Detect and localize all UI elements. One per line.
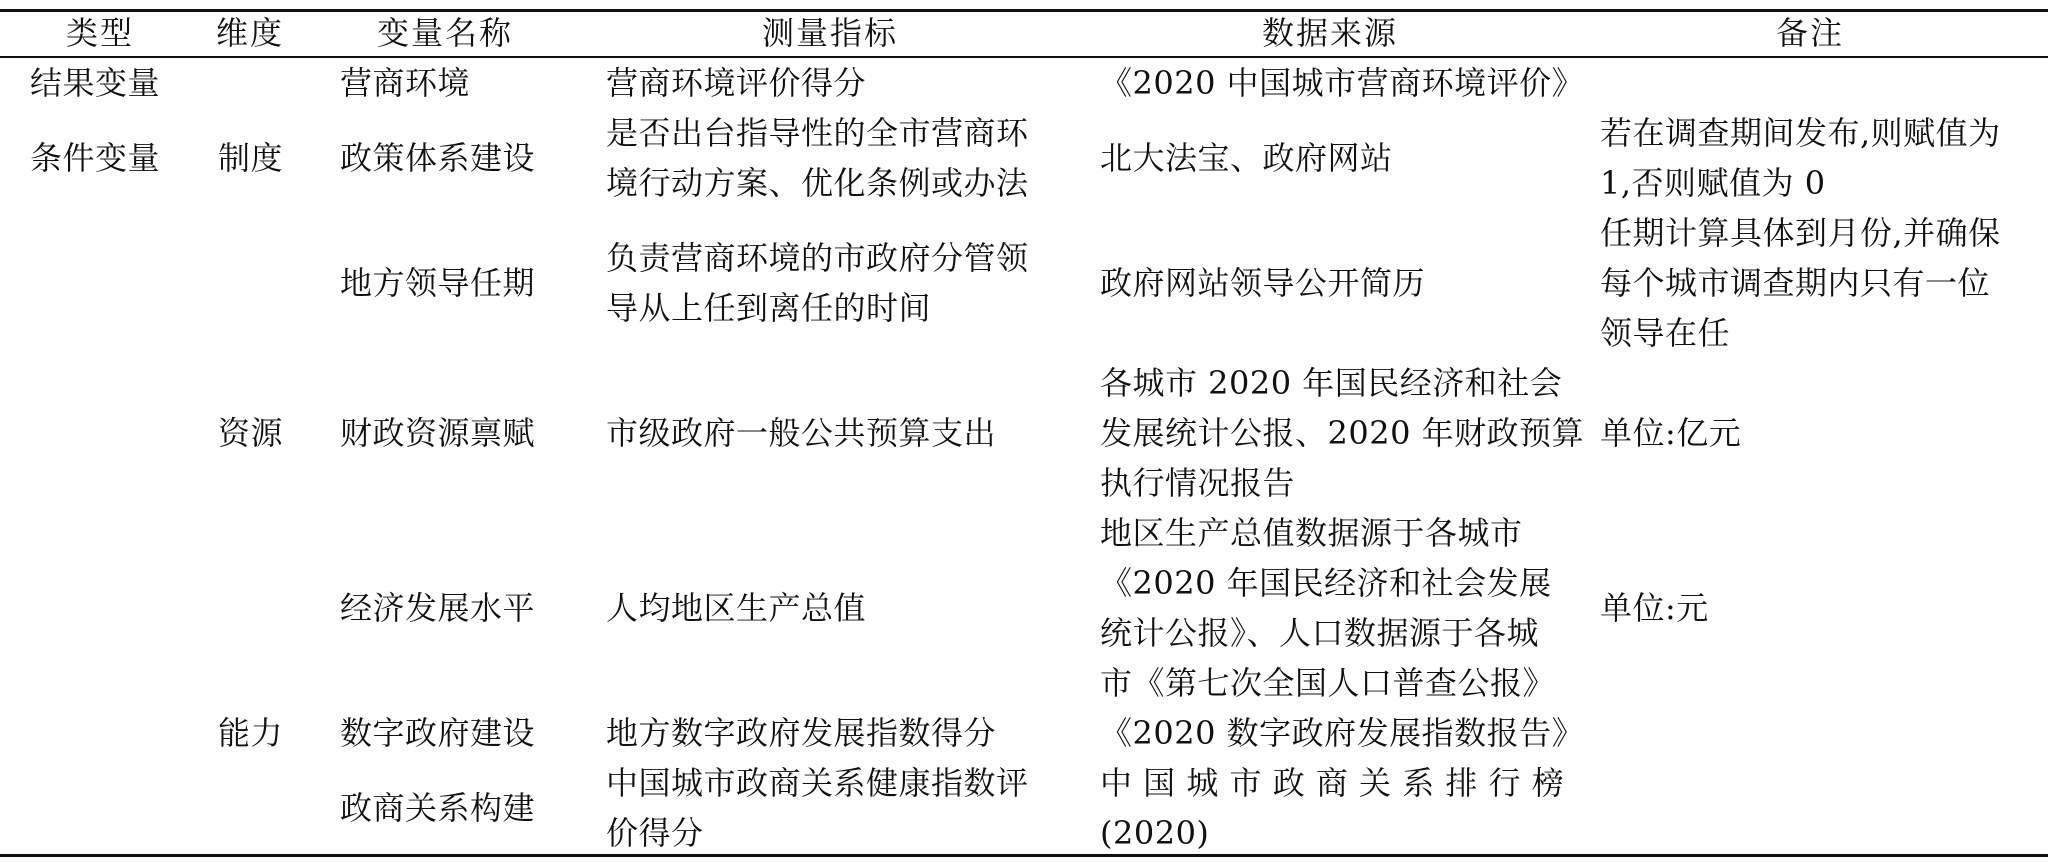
- row3-note-line3: 领导在任: [1600, 314, 1731, 352]
- row4-source-line2: 发展统计公报、2020 年财政预算: [1100, 414, 1585, 452]
- row2-variable: 政策体系建设: [340, 139, 536, 177]
- row1-indicator: 营商环境评价得分: [606, 64, 867, 102]
- header-variable: 变量名称: [376, 14, 513, 52]
- row3-indicator-line2: 导从上任到离任的时间: [606, 289, 932, 327]
- row6-indicator: 地方数字政府发展指数得分: [606, 714, 997, 752]
- row3-note-line2: 每个城市调查期内只有一位: [1600, 264, 1991, 302]
- row5-indicator: 人均地区生产总值: [606, 589, 867, 627]
- row7-variable: 政商关系构建: [340, 789, 536, 827]
- row3-source: 政府网站领导公开简历: [1100, 264, 1426, 302]
- row5-note: 单位:元: [1600, 589, 1709, 627]
- row2-dimension: 制度: [218, 139, 284, 177]
- row4-source: [1100, 358, 1584, 508]
- row5-source-line1: 地区生产总值数据源于各城市: [1100, 514, 1523, 552]
- header-type: 类型: [65, 14, 134, 52]
- row5-source-line4: 市《第七次全国人口普查公报》: [1100, 664, 1556, 702]
- row4-note: 单位:亿元: [1600, 414, 1742, 452]
- row2-type: 条件变量: [30, 139, 161, 177]
- row2-note: [1600, 108, 2001, 208]
- row7-source: [1100, 758, 1564, 858]
- header-dimension: 维度: [215, 14, 284, 52]
- row1-type: 结果变量: [30, 64, 161, 102]
- row2-indicator: [606, 108, 1029, 208]
- row4-source-line3: 执行情况报告: [1100, 464, 1296, 502]
- row6-variable: 数字政府建设: [340, 714, 536, 752]
- row7-indicator-line1: 中国城市政商关系健康指数评: [606, 764, 1029, 802]
- row6-dimension: 能力: [218, 714, 284, 752]
- row5-source: [1100, 508, 1555, 708]
- row3-indicator: [606, 233, 1029, 333]
- row3-note-line1: 任期计算具体到月份,并确保: [1600, 214, 2001, 252]
- row5-source-line2: 《2020 年国民经济和社会发展: [1100, 564, 1552, 602]
- row5-variable: 经济发展水平: [340, 589, 536, 627]
- row4-dimension: 资源: [218, 414, 284, 452]
- row7-source-line2: (2020): [1100, 814, 1210, 852]
- table-header-rule: [0, 56, 2048, 58]
- row2-indicator-line2: 境行动方案、优化条例或办法: [606, 164, 1029, 202]
- row2-indicator-line1: 是否出台指导性的全市营商环: [606, 114, 1029, 152]
- row2-note-line1: 若在调查期间发布,则赋值为: [1600, 114, 2001, 152]
- row4-indicator: 市级政府一般公共预算支出: [606, 414, 997, 452]
- row3-note: [1600, 208, 2001, 358]
- row7-indicator-line2: 价得分: [606, 814, 704, 852]
- row7-source-line1: 中 国 城 市 政 商 关 系 排 行 榜: [1100, 764, 1565, 802]
- row5-source-line3: 统计公报》、人口数据源于各城: [1100, 614, 1540, 652]
- row1-variable: 营商环境: [340, 64, 471, 102]
- row4-source-line1: 各城市 2020 年国民经济和社会: [1100, 364, 1563, 402]
- row6-source: 《2020 数字政府发展指数报告》: [1100, 714, 1585, 752]
- row7-indicator: [606, 758, 1029, 858]
- row3-variable: 地方领导任期: [340, 264, 536, 302]
- header-note: 备注: [1775, 14, 1844, 52]
- row3-indicator-line1: 负责营商环境的市政府分管领: [606, 239, 1029, 277]
- header-source: 数据来源: [1261, 14, 1398, 52]
- row1-source: 《2020 中国城市营商环境评价》: [1100, 64, 1585, 102]
- row4-variable: 财政资源禀赋: [340, 414, 536, 452]
- row2-source: 北大法宝、政府网站: [1100, 139, 1393, 177]
- header-indicator: 测量指标: [761, 14, 898, 52]
- row2-note-line2: 1,否则赋值为 0: [1600, 164, 1826, 202]
